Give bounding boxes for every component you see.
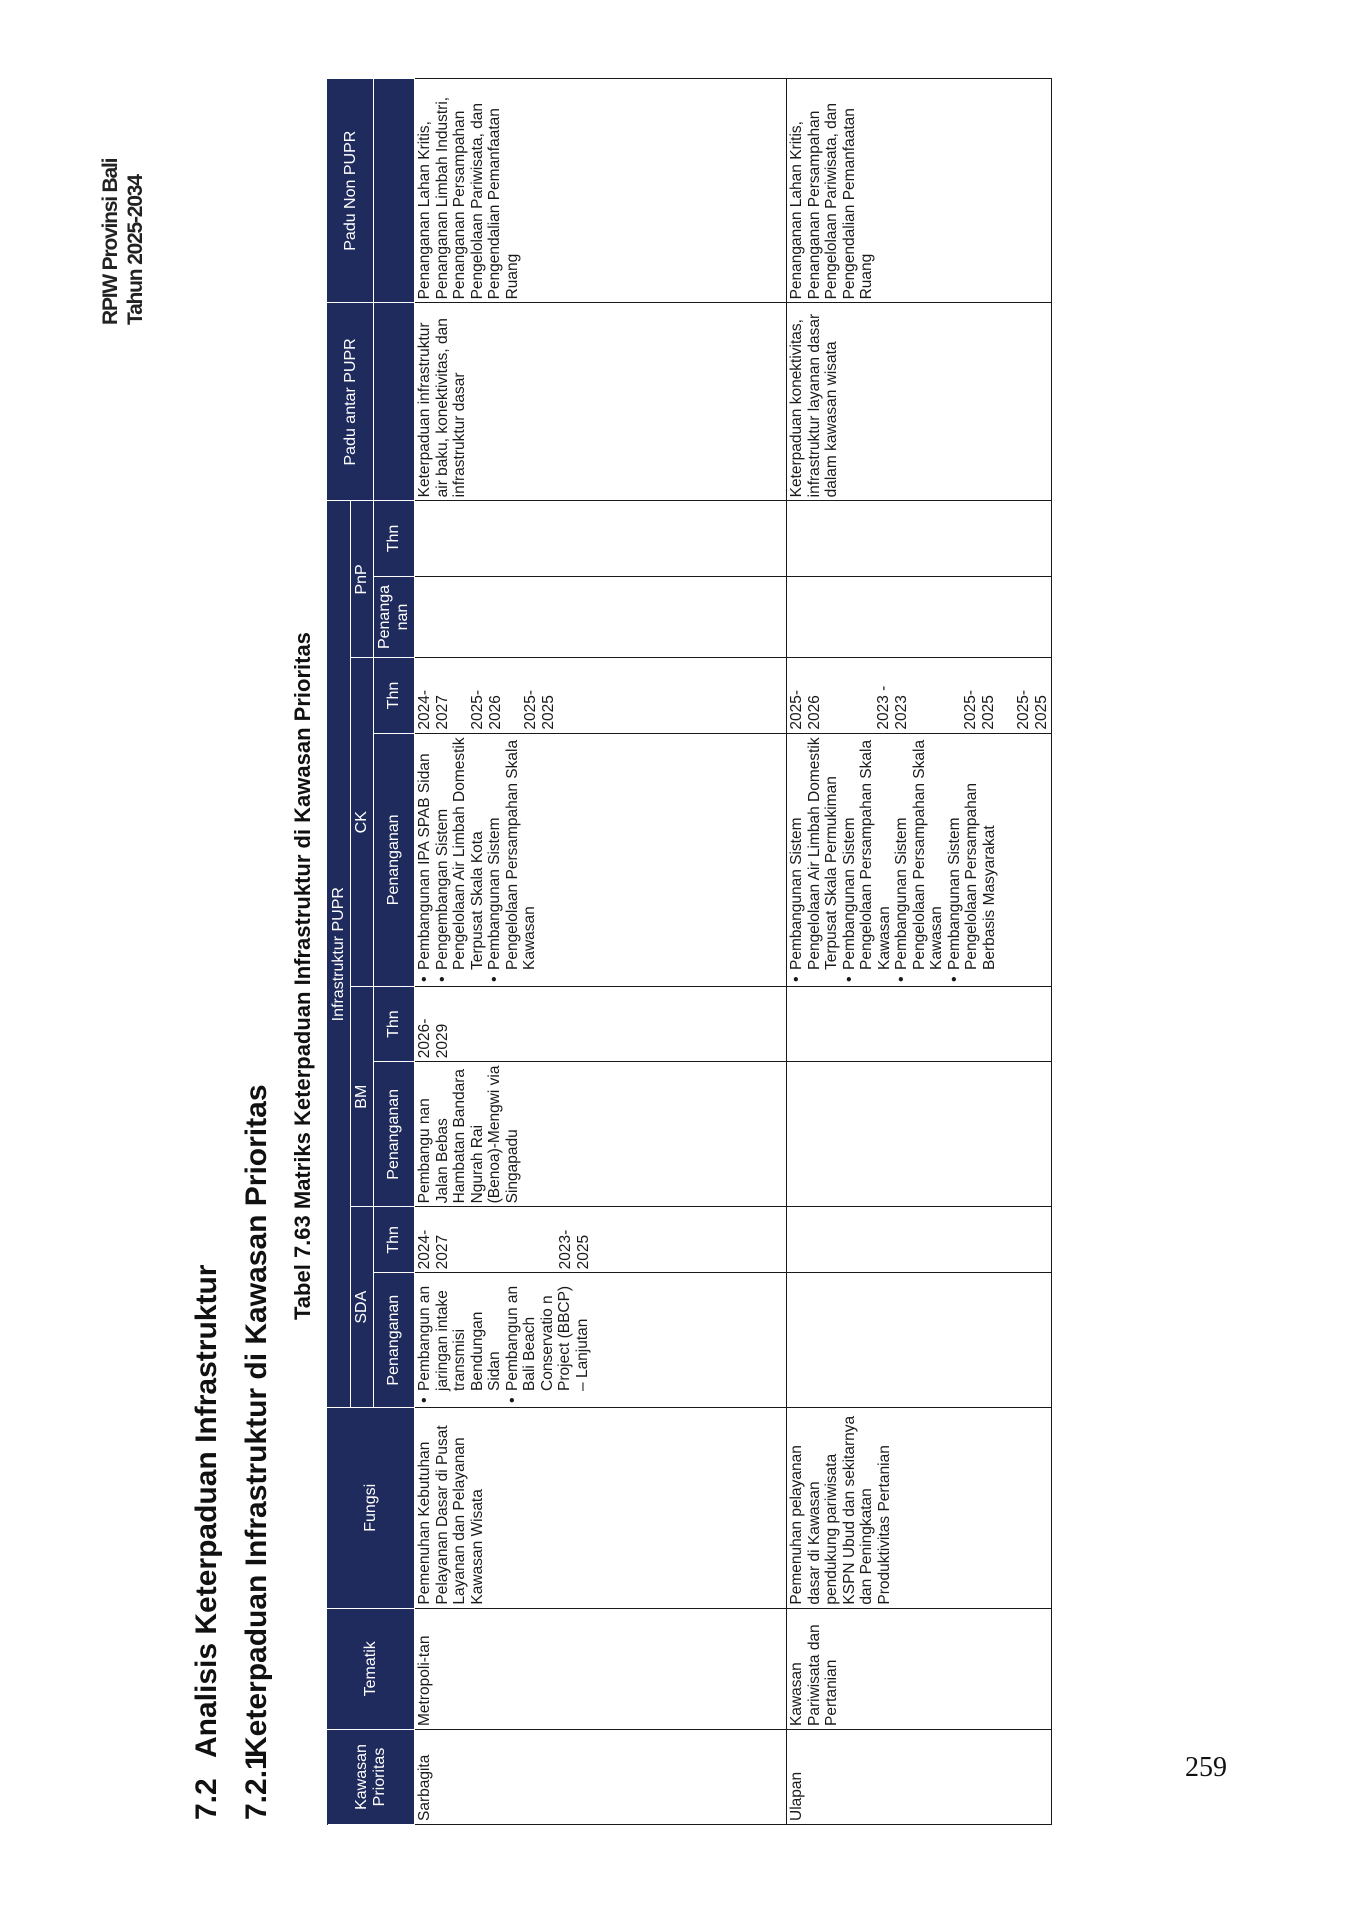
cell-bm-thn: 2026-2029 [415,987,787,1062]
cell-kawasan: Ulapan [787,1729,1052,1824]
list-item: • Pengembangan Sistem Pengelolaan Air Limbah Domestik Terpusat Skala Kota [434,737,487,970]
header-bm: BM [351,987,374,1207]
cell-ck-thn [415,658,787,733]
header-padu-non: Padu Non PUPR [328,79,374,303]
year-value: 2023-2025 [557,1229,592,1270]
header-padu-non-sub [374,79,415,303]
cell-ck-penanganan [415,733,787,986]
cell-tematik: Kawasan Pariwisata dan Pertanian [787,1608,1052,1729]
subsection-title-text: Keterpaduan Infrastruktur di Kawasan Prioritas [240,1084,273,1758]
year-value: 2025-2025 [962,689,997,730]
cell-ck-thn [787,658,1052,733]
year-value: 2025-2025 [1015,689,1050,730]
year-value: 2025-2026 [469,689,504,730]
list-item: • Pembangunan Sistem Pengelolaan Air Limbah Domestik Terpusat Skala Permukiman [788,737,841,970]
cell-padu-antar: Keterpaduan konektivitas, infrastruktur layanan dasar dalam kawasan wisata [787,303,1052,501]
header-ck-thn: Thn [374,658,415,733]
infrastructure-matrix-table [327,78,1052,1825]
section-title [190,1265,224,1820]
header-bm-penanganan: Penanganan [374,1062,415,1207]
list-item: • Pembangunan IPA SPAB Sidan [416,737,434,970]
header-fungsi: Fungsi [328,1407,415,1608]
table-caption: Tabel 7.63 Matriks Keterpaduan Infrastruktur di Kawasan Prioritas [290,632,315,1320]
header-padu-antar: Padu antar PUPR [328,303,374,501]
header-pnp-thn: Thn [374,501,415,576]
header-sda: SDA [351,1207,374,1408]
cell-fungsi: Pemenuhan pelayanan dasar di Kawasan pendukung pariwisata KSPN Ubud dan sekitarnya dan Peningkatan Produktivitas Pertanian [787,1407,1052,1608]
header-ck-penanganan: Penanganan [374,733,415,986]
running-header [98,105,148,325]
subsection-number: 7.2.1 [240,1753,273,1820]
year-value: 2024-2027 [416,1229,451,1270]
header-sda-thn: Thn [374,1207,415,1273]
header-padu-antar-sub [374,303,415,501]
year-value: 2025-2026 [788,689,823,730]
header-infra-pupr: Infrastruktur PUPR [328,501,351,1408]
cell-bm-penanganan [787,1062,1052,1207]
list-item: • Pembangunan Sistem Pengelolaan Persampahan Skala Kawasan [893,737,946,970]
cell-bm-penanganan: Pembangu nan Jalan Bebas Hambatan Bandara Ngurah Rai (Benoa)-Mengwi via Singapadu [415,1062,787,1207]
list-item: • Pembangunan Sistem Pengelolaan Persampahan Skala Kawasan [486,737,539,970]
cell-pnp-penanganan [415,576,787,658]
cell-padu-non: Penanganan Lahan Kritis, Penanganan Limbah Industri, Penanganan Persampahan Pengelolaan Pariwisata, dan Pengendalian Pemanfaatan Ruang [415,79,787,303]
header-sda-penanganan: Penanganan [374,1273,415,1408]
year-value: 2023 - 2023 [875,685,910,730]
page-number: 259 [1185,1752,1227,1783]
cell-sda-thn [787,1207,1052,1273]
cell-padu-antar: Keterpaduan infrastruktur air baku, konektivitas, dan infrastruktur dasar [415,303,787,501]
running-header-line2: Tahun 2025-2034 [124,175,147,325]
section-number: 7.2 [190,1778,223,1820]
header-pnp: PnP [351,501,374,658]
cell-sda-penanganan [415,1273,787,1408]
cell-pnp-thn [787,501,1052,576]
list-item: • Pembangunan Sistem Pengelolaan Persampahan Berbasis Masyarakat [946,737,999,970]
cell-ck-penanganan [787,733,1052,986]
cell-pnp-thn [415,501,787,576]
list-item: • Pembangun an Bali Beach Conservatio n Project (BBCP) – Lanjutan [504,1276,592,1391]
year-value: 2025-2025 [522,689,557,730]
cell-bm-thn [787,987,1052,1062]
list-item: • Pembangunan Sistem Pengelolaan Persampahan Skala Kawasan [841,737,894,970]
running-header-line1: RPIW Provinsi Bali [99,158,122,325]
table-row [415,79,787,1825]
cell-fungsi: Pemenuhan Kebutuhan Pelayanan Dasar di Pusat Layanan dan Pelayanan Kawasan Wisata [415,1407,787,1608]
header-ck: CK [351,658,374,987]
cell-sda-penanganan [787,1273,1052,1408]
table-row [787,79,1052,1825]
section-title-text: Analisis Keterpaduan Infrastruktur [190,1264,223,1758]
subsection-title [240,1084,274,1820]
year-value: 2024-2027 [416,689,451,730]
cell-padu-non: Penanganan Lahan Kritis, Penanganan Persampahan Pengelolaan Pariwisata, dan Pengendalian Pemanfaatan Ruang [787,79,1052,303]
header-bm-thn: Thn [374,987,415,1062]
cell-sda-thn [415,1207,787,1273]
cell-tematik: Metropoli-tan [415,1608,787,1729]
header-pnp-penanganan: Penanga nan [374,576,415,658]
header-kawasan: Kawasan Prioritas [328,1729,415,1824]
cell-pnp-penanganan [787,576,1052,658]
list-item: • Pembangun an jaringan intake transmisi Bendungan Sidan [416,1276,504,1391]
header-tematik: Tematik [328,1608,415,1729]
cell-kawasan: Sarbagita [415,1729,787,1824]
